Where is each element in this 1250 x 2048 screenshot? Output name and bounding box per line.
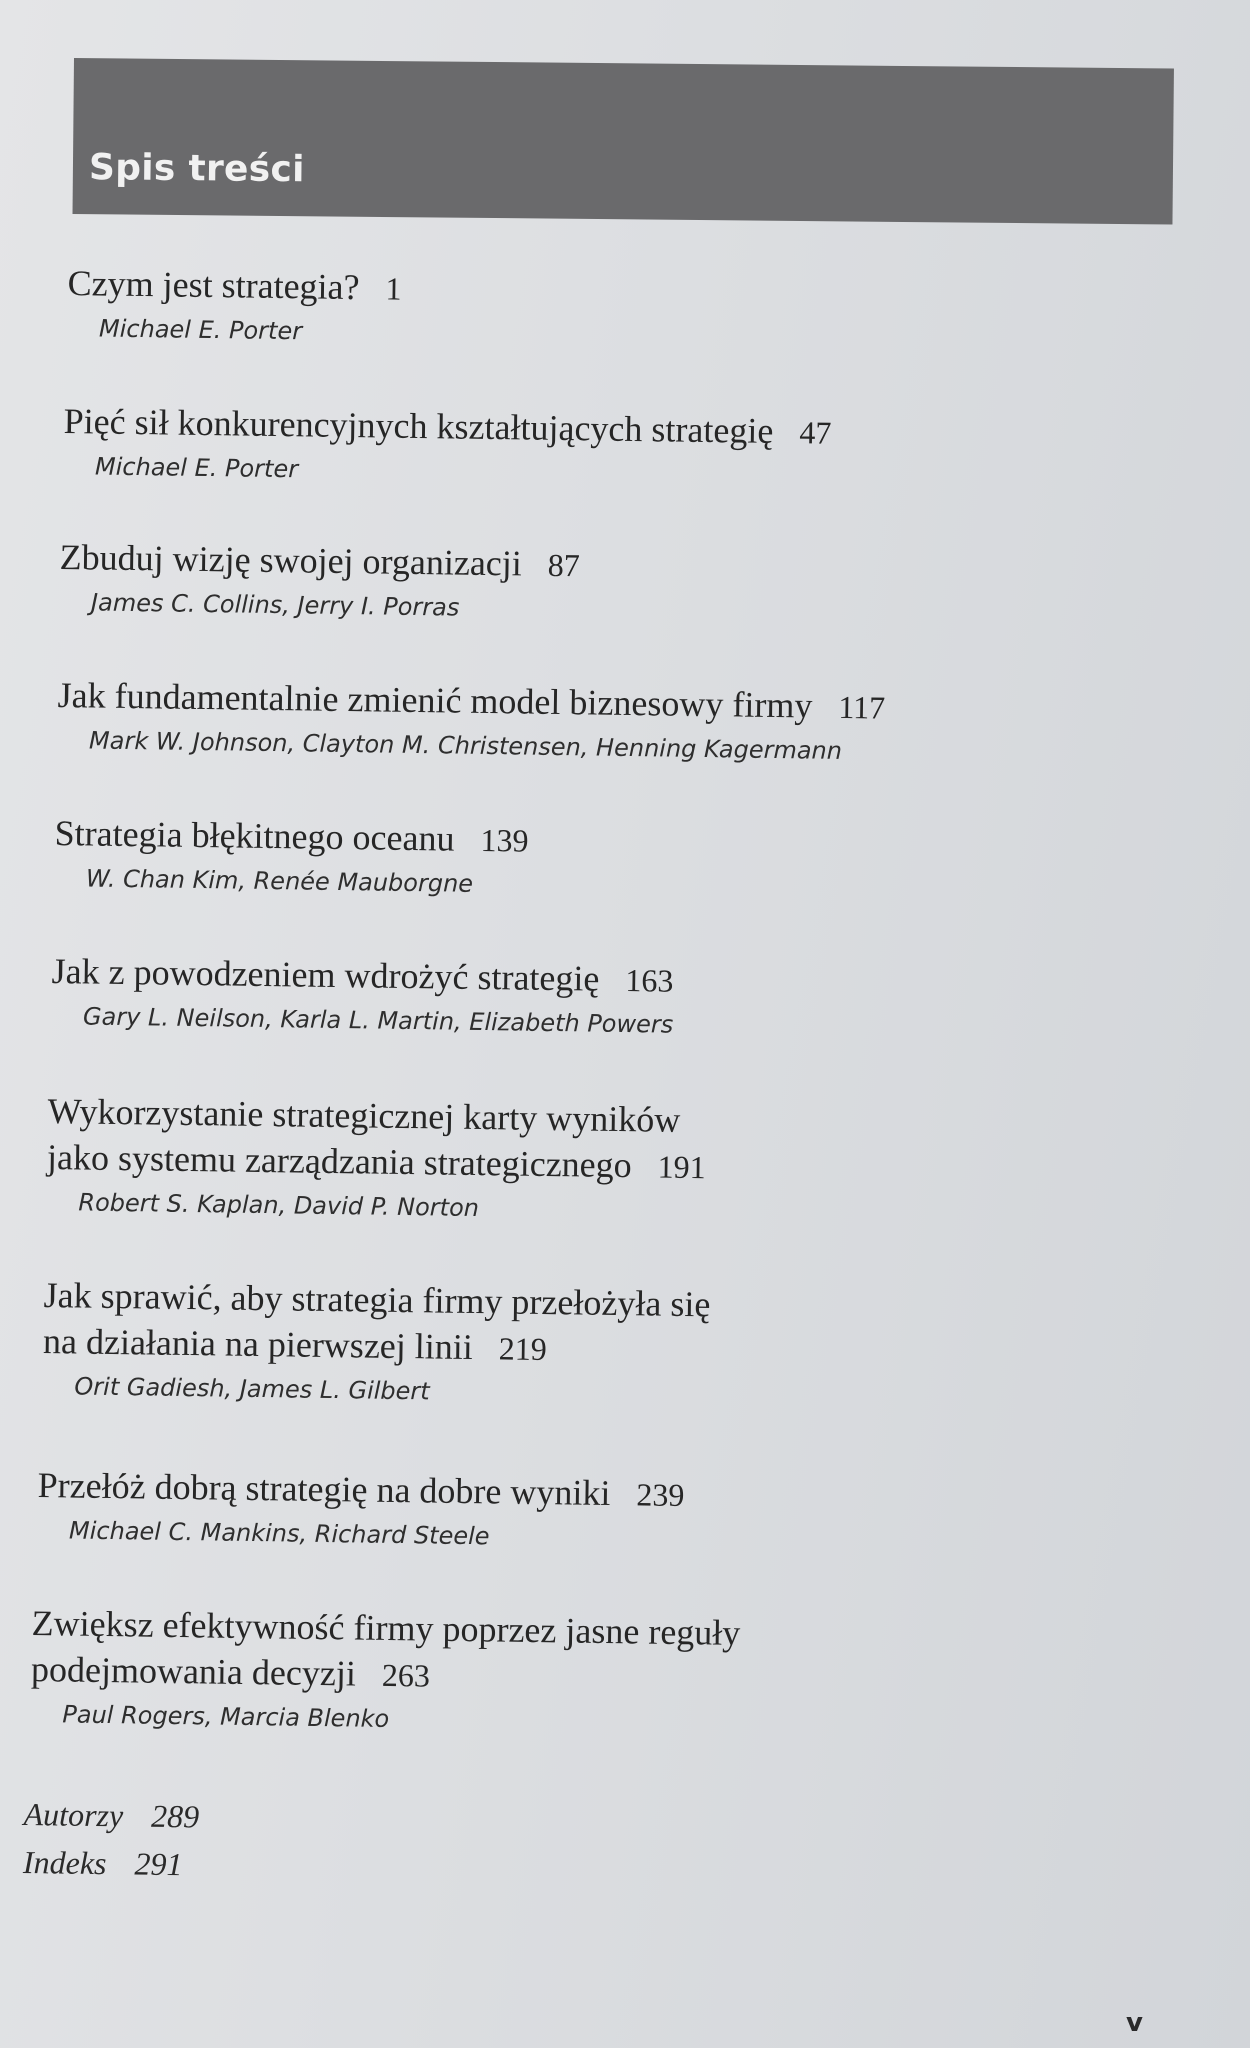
toc-backmatter-item[interactable]	[23, 1790, 199, 1840]
toc-entry-authors: Paul Rogers, Marcia Blenko	[62, 1700, 390, 1733]
toc-entry-title-line: Pięć sił konkurencyjnych kształtujących strategię	[63, 400, 774, 451]
toc-entry-title-line: Jak sprawić, aby strategia firmy przełożyła się	[43, 1274, 711, 1325]
toc-entry-page: 47	[799, 414, 832, 451]
toc-entry-title-line: Wykorzystanie strategicznej karty wyników	[47, 1090, 681, 1140]
toc-entry-page: 117	[838, 688, 886, 726]
toc-entry-title-line: jako systemu zarządzania strategicznego	[46, 1136, 632, 1186]
toc-entry-title-line: na działania na pierwszej linii	[42, 1320, 474, 1367]
toc-entry-title-line: Strategia błękitnego oceanu	[54, 812, 455, 859]
toc-entry-title-line: Przełóż dobrą strategię na dobre wyniki	[37, 1464, 611, 1513]
toc-entry-page: 1	[385, 270, 402, 307]
toc-entry-title-line: Zwiększ efektywność firmy poprzez jasne reguły	[31, 1602, 741, 1653]
toc-entry[interactable]	[46, 1088, 706, 1228]
toc-entry-title	[67, 260, 402, 312]
toc-entry-title	[31, 1600, 741, 1703]
toc-entry-page: 239	[636, 1476, 685, 1514]
toc-entry-authors: Gary L. Neilson, Karla L. Martin, Elizabeth Powers	[82, 1002, 674, 1039]
toc-backmatter	[23, 1790, 200, 1888]
toc-entry-page: 219	[498, 1330, 548, 1368]
toc-entry-authors: Michael E. Porter	[94, 452, 299, 484]
toc-entry[interactable]	[63, 398, 832, 494]
toc-entry-page: 139	[480, 821, 529, 859]
toc-backmatter-item[interactable]	[23, 1838, 199, 1888]
toc-entry-authors: Michael C. Mankins, Richard Steele	[68, 1516, 490, 1551]
toc-entry-title	[37, 1462, 684, 1518]
toc-entry-title	[59, 534, 580, 588]
backmatter-label: Indeks	[22, 1843, 107, 1882]
toc-entry[interactable]	[51, 948, 674, 1042]
toc-entry[interactable]	[30, 1600, 740, 1741]
backmatter-label: Autorzy	[23, 1795, 124, 1834]
toc-entry-title-line: Jak fundamentalnie zmienić model biznesowy firmy	[57, 674, 813, 726]
toc-entry-page: 263	[381, 1656, 431, 1694]
toc-entry[interactable]	[37, 1462, 685, 1556]
toc-entry-page: 87	[547, 546, 581, 584]
toc-entry-page: 191	[657, 1148, 706, 1186]
backmatter-page: 291	[134, 1845, 183, 1883]
backmatter-page: 289	[150, 1797, 200, 1835]
toc-entry[interactable]	[42, 1272, 711, 1412]
toc-entry-authors: James C. Collins, Jerry I. Porras	[90, 588, 460, 622]
toc-entry-title-line: Jak z powodzeniem wdrożyć strategię	[51, 950, 600, 999]
toc-entry-title	[54, 810, 528, 864]
toc-entry[interactable]	[67, 260, 402, 350]
toc-entry[interactable]	[54, 810, 529, 902]
toc-entry[interactable]	[59, 534, 580, 626]
toc-entry-title	[51, 948, 674, 1004]
toc-entry-title-line: podejmowania decyzji	[30, 1648, 357, 1694]
toc-entry-title	[47, 1088, 707, 1190]
toc-entry-authors: Orit Gadiesh, James L. Gilbert	[74, 1372, 430, 1406]
toc-entry-title-line: Zbuduj wizję swojej organizacji	[59, 536, 523, 584]
toc-entry-authors: Michael E. Porter	[98, 314, 303, 346]
page-title: Spis treści	[88, 147, 305, 191]
toc-entry-title	[57, 672, 885, 731]
toc-entry-page: 163	[625, 962, 674, 999]
toc-entry-authors: W. Chan Kim, Renée Mauborgne	[85, 864, 474, 898]
page-number: v	[1126, 2008, 1143, 2038]
toc-entry-title	[63, 398, 831, 456]
toc-entry-title-line: Czym jest strategia?	[67, 262, 360, 308]
toc-entry[interactable]	[57, 672, 886, 769]
toc-entry-authors: Mark W. Johnson, Clayton M. Christensen, Henning Kagermann	[88, 726, 843, 765]
toc-entry-authors: Robert S. Kaplan, David P. Norton	[78, 1188, 480, 1223]
toc-entry-title	[43, 1272, 711, 1374]
